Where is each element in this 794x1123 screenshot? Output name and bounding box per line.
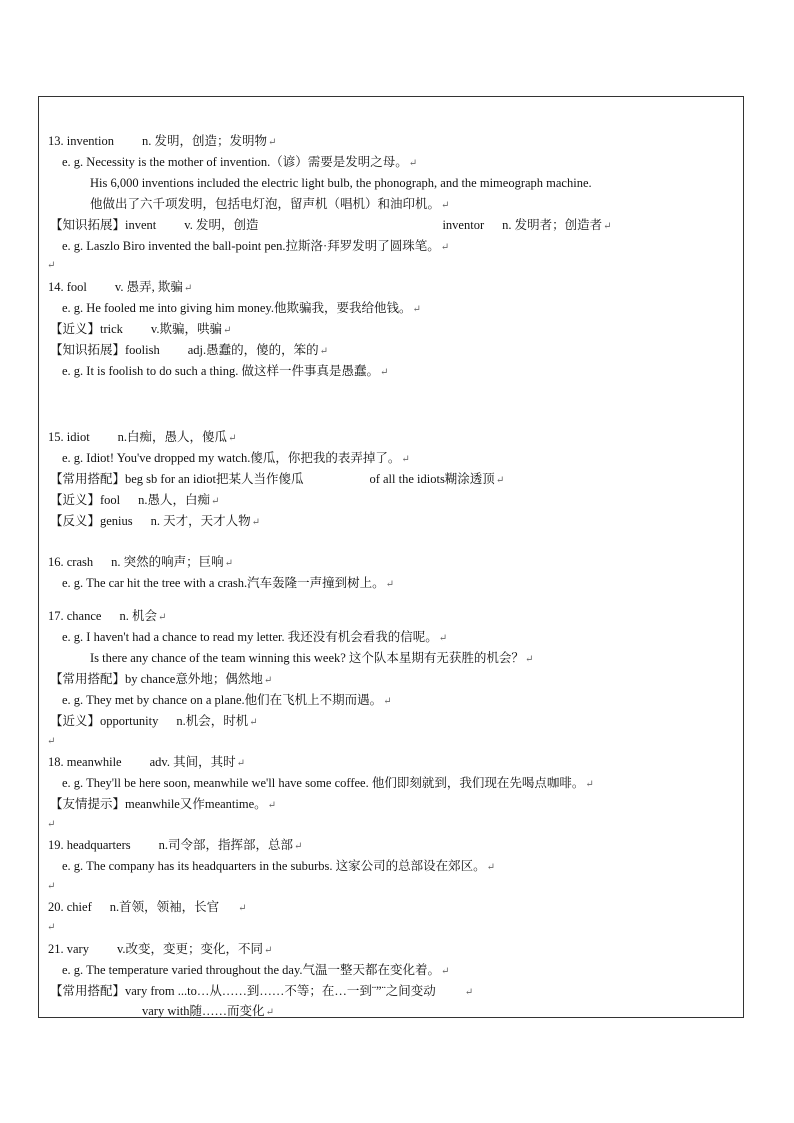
entry-21-example: e. g. The temperature varied throughout the day.气温一整天都在变化着。↵ bbox=[62, 963, 450, 977]
entry-17-example-line: Is there any chance of the team winning this week? 这个队本星期有无获胜的机会？↵ bbox=[90, 651, 534, 665]
paragraph-mark: ↵ bbox=[47, 260, 56, 271]
entry-15-headword: 15. idiot n.白痴，愚人，傻瓜↵ bbox=[48, 430, 237, 444]
entry-15-example: e. g. Idiot! You've dropped my watch.傻瓜，你把我的表弄掉了。↵ bbox=[62, 451, 410, 465]
entry-16-headword: 16. crash n. 突然的响声；巨响↵ bbox=[48, 555, 234, 569]
entry-14-synonym: 【近义】trick v.欺骗，哄骗↵ bbox=[50, 322, 232, 336]
entry-13-example: e. g. Necessity is the mother of invention.（谚）需要是发明之母。↵ bbox=[62, 155, 418, 169]
entry-17-synonym: 【近义】opportunity n.机会，时机↵ bbox=[50, 714, 258, 728]
entry-14-example: e. g. It is foolish to do such a thing. 做这样一件事真是愚蠢。↵ bbox=[62, 364, 389, 378]
entry-17-example: e. g. They met by chance on a plane.他们在飞机上不期而遇。↵ bbox=[62, 693, 392, 707]
paragraph-mark: ↵ bbox=[47, 819, 56, 830]
entry-18-headword: 18. meanwhile adv. 其间，其时↵ bbox=[48, 755, 245, 769]
entry-21-collocation-line: vary with随……而变化↵ bbox=[142, 1004, 274, 1018]
entry-14-extension: 【知识拓展】foolish adj.愚蠢的，傻的，笨的↵ bbox=[50, 343, 329, 357]
entry-13-example: e. g. Laszlo Biro invented the ball-point pen.拉斯洛·拜罗发明了圆珠笔。↵ bbox=[62, 239, 450, 253]
paragraph-mark: ↵ bbox=[47, 881, 56, 892]
entry-13-headword: 13. invention n. 发明，创造；发明物↵ bbox=[48, 134, 277, 148]
entry-15-antonym: 【反义】genius n. 天才，天才人物↵ bbox=[50, 514, 261, 528]
entry-15-synonym: 【近义】fool n.愚人，白痴↵ bbox=[50, 493, 220, 507]
entry-14-headword: 14. fool v. 愚弄, 欺骗↵ bbox=[48, 280, 193, 294]
entry-19-example: e. g. The company has its headquarters in the suburbs. 这家公司的总部设在郊区。↵ bbox=[62, 859, 496, 873]
entry-17-example: e. g. I haven't had a chance to read my letter. 我还没有机会看我的信呢。↵ bbox=[62, 630, 448, 644]
paragraph-mark: ↵ bbox=[47, 922, 56, 933]
entry-21-headword: 21. vary v.改变，变更；变化，不同↵ bbox=[48, 942, 273, 956]
entry-21-collocation: 【常用搭配】vary from ...to…从……到……不等；在…一到¨”¨之间变动 ↵ bbox=[50, 984, 474, 998]
entry-16-example: e. g. The car hit the tree with a crash.汽车轰隆一声撞到树上。↵ bbox=[62, 576, 394, 590]
entry-20-headword: 20. chief n.首领，领袖，长官 ↵ bbox=[48, 900, 247, 914]
entry-17-collocation: 【常用搭配】by chance意外地；偶然地↵ bbox=[50, 672, 273, 686]
paragraph-mark: ↵ bbox=[47, 736, 56, 747]
entry-13-example-line: His 6,000 inventions included the electric light bulb, the phonograph, and the mimeograph machine. bbox=[90, 176, 592, 190]
entry-14-example: e. g. He fooled me into giving him money.他欺骗我，要我给他钱。↵ bbox=[62, 301, 421, 315]
entry-17-headword: 17. chance n. 机会↵ bbox=[48, 609, 167, 623]
entry-13-extension: 【知识拓展】invent v. 发明，创造 inventor n. 发明者；创造者↵ bbox=[50, 218, 612, 232]
entry-13-translation: 他做出了六千项发明，包括电灯泡，留声机（唱机）和油印机。↵ bbox=[90, 197, 450, 211]
entry-15-collocation: 【常用搭配】beg sb for an idiot把某人当作傻瓜 of all the idiots糊涂透顶↵ bbox=[50, 472, 505, 486]
entry-19-headword: 19. headquarters n.司令部，指挥部，总部↵ bbox=[48, 838, 303, 852]
entry-18-example: e. g. They'll be here soon, meanwhile we'll have some coffee. 他们即刻就到，我们现在先喝点咖啡。↵ bbox=[62, 776, 594, 790]
entry-18-tip: 【友情提示】meanwhile又作meantime。↵ bbox=[50, 797, 277, 811]
